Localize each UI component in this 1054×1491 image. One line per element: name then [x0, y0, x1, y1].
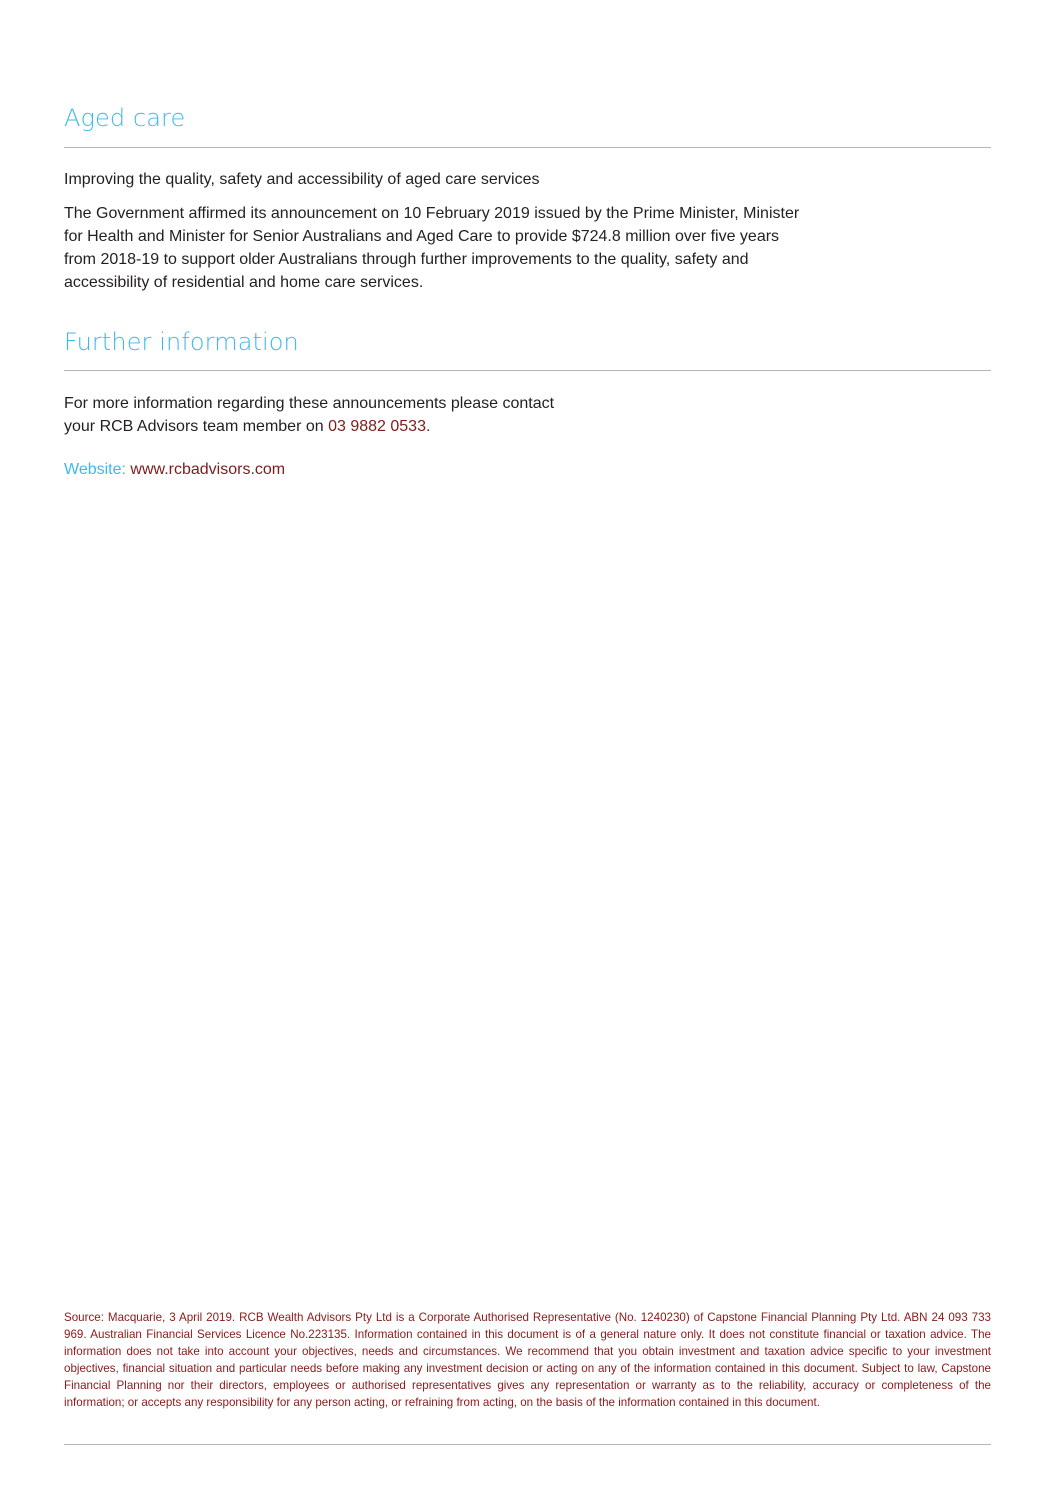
website-label: Website:: [64, 461, 126, 478]
contact-line-2-text: your RCB Advisors team member on: [64, 418, 329, 435]
aged-care-paragraph-line: The Government affirmed its announcement on 10 February 2019 issued by the Prime Minister, Minister: [64, 205, 800, 222]
aged-care-paragraph-line: from 2018-19 to support older Australians through further improvements to the quality, safety and: [64, 251, 749, 268]
aged-care-heading: Aged care: [64, 104, 186, 132]
contact-line-2: [64, 415, 554, 438]
aged-care-paragraph-line: for Health and Minister for Senior Australians and Aged Care to provide $724.8 million over five years: [64, 228, 780, 245]
contact-line-1: For more information regarding these announcements please contact: [64, 395, 555, 412]
website-link[interactable]: www.rcbadvisors.com: [130, 461, 286, 478]
further-information-heading: Further information: [64, 328, 299, 356]
phone-number-link[interactable]: 03 9882 0533: [328, 418, 426, 435]
website-line: [64, 458, 285, 481]
aged-care-paragraph: [64, 202, 799, 294]
contact-paragraph: [64, 392, 554, 438]
contact-line-2-period: .: [425, 418, 431, 435]
further-information-divider: [64, 370, 991, 371]
aged-care-paragraph-line: accessibility of residential and home care services.: [64, 274, 424, 291]
aged-care-subheading: Improving the quality, safety and accessibility of aged care services: [64, 171, 540, 188]
footer-divider: [64, 1444, 991, 1445]
aged-care-divider: [64, 147, 991, 148]
footer-disclaimer: Source: Macquarie, 3 April 2019. RCB Wealth Advisors Pty Ltd is a Corporate Authorised Representative (No. 1240230) of Capstone Financial Planning Pty Ltd. ABN 24 093 733 969. Australian Financial Services Licence No.223135. Information contained in this document is of a general nature only. It does not constitute financial or taxation advice. The information does not take into account your objectives, needs and circumstances. We recommend that you obtain investment and taxation advice specific to your investment objectives, financial situation and particular needs before making any investment decision or acting on any of the information contained in this document. Subject to law, Capstone Financial Planning nor their directors, employees or authorised representatives gives any representation or warranty as to the reliability, accuracy or completeness of the information; or accepts any responsibility for any person acting, or refraining from acting, on the basis of the information contained in this document.: [64, 1311, 991, 1410]
